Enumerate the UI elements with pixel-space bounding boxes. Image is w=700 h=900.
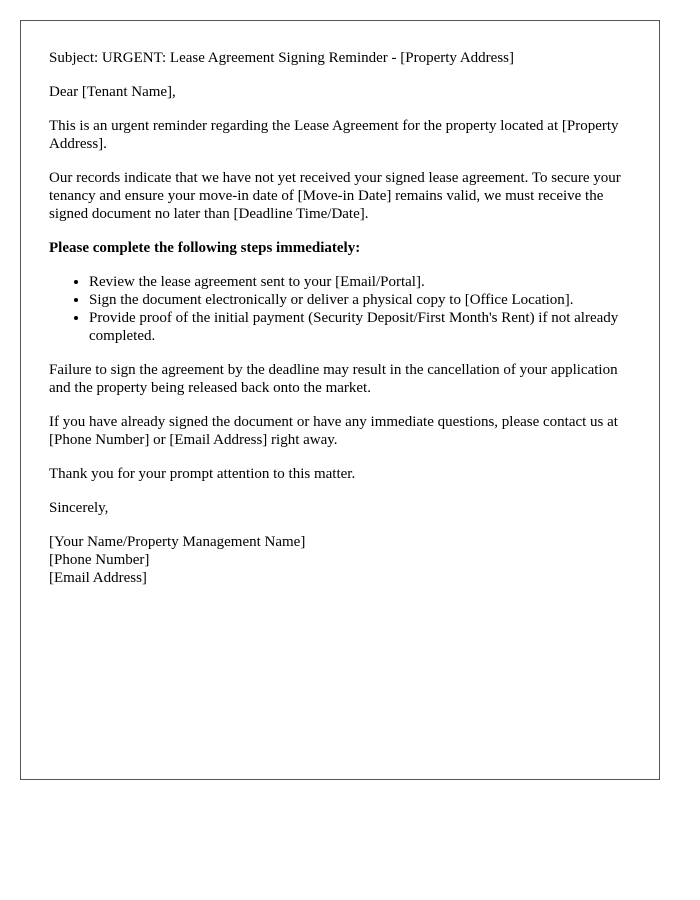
subject-line: Subject: URGENT: Lease Agreement Signing Reminder - [Property Address]	[49, 50, 514, 66]
greeting: Dear [Tenant Name],	[49, 84, 176, 100]
signature-block	[49, 533, 631, 587]
contact-paragraph: If you have already signed the document or have any immediate questions, please contact us at [Phone Number] or [Email Address] right away.	[49, 414, 618, 448]
records-paragraph: Our records indicate that we have not yet received your signed lease agreement. To secure your tenancy and ensure your move-in date of [Move-in Date] remains valid, we must receive the signed document no later than [Deadline Time/Date].	[49, 170, 621, 222]
failure-paragraph: Failure to sign the agreement by the deadline may result in the cancellation of your application and the property being released back onto the market.	[49, 362, 618, 396]
closing: Sincerely,	[49, 500, 109, 516]
steps-list	[49, 273, 631, 345]
list-item: • Provide proof of the initial payment (Security Deposit/First Month's Rent) if not already completed.	[89, 309, 631, 345]
list-item: • Review the lease agreement sent to your [Email/Portal].	[89, 273, 631, 291]
letter-container	[20, 20, 660, 780]
list-item: • Sign the document electronically or deliver a physical copy to [Office Location].	[89, 291, 631, 309]
signature-name: [Your Name/Property Management Name]	[49, 534, 306, 550]
steps-heading: Please complete the following steps immediately:	[49, 240, 361, 256]
thanks-paragraph: Thank you for your prompt attention to this matter.	[49, 466, 356, 482]
signature-phone: [Phone Number]	[49, 552, 150, 568]
signature-email: [Email Address]	[49, 570, 147, 586]
intro-paragraph: This is an urgent reminder regarding the Lease Agreement for the property located at [Property Address].	[49, 118, 619, 152]
